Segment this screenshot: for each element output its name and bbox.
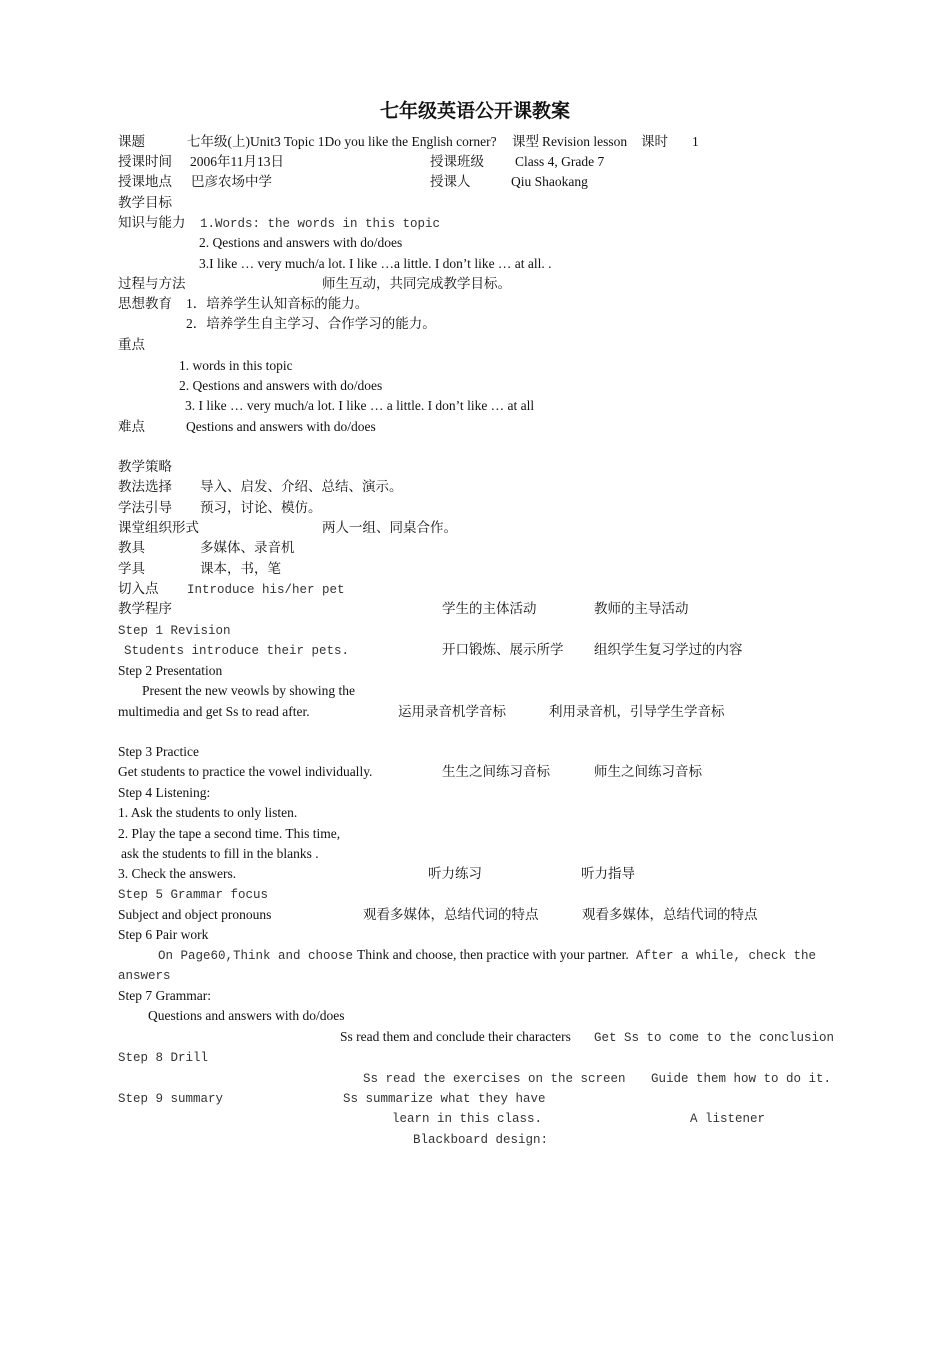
document-title: 七年级英语公开课教案 — [379, 101, 570, 122]
step-3-heading: Step 3 Practice — [118, 744, 199, 759]
teacher-activity-header: 教师的主导活动 — [594, 601, 689, 616]
learning-tools-value: 课本，书，笔 — [200, 561, 281, 576]
step-2-teacher: 利用录音机，引导学生学音标 — [549, 704, 725, 719]
process-label: 过程与方法 — [118, 276, 186, 291]
step-9-heading: Step 9 summary — [118, 1092, 224, 1106]
step-4-line-1: 1. Ask the students to only listen. — [118, 805, 298, 820]
step-4-line-4: 3. Check the answers. — [118, 866, 237, 881]
study-guide-value: 预习，讨论、模仿。 — [200, 500, 322, 515]
key-points-label: 重点 — [118, 337, 145, 352]
place-label: 授课地点 — [118, 174, 172, 189]
step-9-teacher: A listener — [690, 1112, 766, 1126]
step-5-teacher: 观看多媒体，总结代词的特点 — [582, 907, 758, 922]
topic-label: 课题 — [118, 134, 145, 149]
step-1-text: Students introduce their pets. — [124, 644, 350, 658]
step-7-text: Questions and answers with do/does — [148, 1008, 345, 1023]
teaching-aids-label: 教具 — [118, 540, 145, 555]
step-6-heading: Step 6 Pair work — [118, 927, 209, 942]
organization-value: 两人一组、同桌合作。 — [322, 520, 457, 535]
ideology-label: 思想教育 — [118, 296, 172, 311]
blackboard-design: Blackboard design: — [413, 1133, 549, 1147]
step-4-line-3: ask the students to fill in the blanks . — [121, 846, 319, 861]
procedure-heading: 教学程序 — [118, 601, 172, 616]
strategy-heading: 教学策略 — [118, 459, 172, 474]
step-2-line-1: Present the new veowls by showing the — [142, 683, 355, 698]
step-9-student-2: learn in this class. — [392, 1112, 543, 1126]
period-value: 1 — [692, 134, 699, 149]
step-6-page: On Page60,Think and choose — [158, 949, 354, 963]
ideology-line-1: 1．培养学生认知音标的能力。 — [186, 296, 369, 311]
knowledge-line-2: 2. Qestions and answers with do/does — [199, 235, 403, 250]
step-8-heading: Step 8 Drill — [118, 1051, 209, 1065]
difficulty-value: Qestions and answers with do/does — [186, 419, 376, 434]
step-8-teacher: Guide them how to do it. — [651, 1072, 832, 1086]
method-label: 教法选择 — [118, 479, 172, 494]
learning-tools-label: 学具 — [118, 561, 145, 576]
step-2-student: 运用录音机学音标 — [398, 704, 506, 719]
knowledge-label: 知识与能力 — [118, 215, 186, 230]
step-6-student: Think and choose, then practice with your partner. — [357, 947, 629, 962]
knowledge-line-1: 1.Words: the words in this topic — [200, 217, 441, 231]
step-5-text: Subject and object pronouns — [118, 907, 272, 922]
step-7-teacher: Get Ss to come to the conclusion — [594, 1031, 835, 1045]
step-9-student-1: Ss summarize what they have — [343, 1092, 546, 1106]
lesson-type-value: Revision lesson — [542, 134, 628, 149]
teacher-label: 授课人 — [430, 174, 471, 189]
ideology-line-2: 2．培养学生自主学习、合作学习的能力。 — [186, 316, 436, 331]
student-activity-header: 学生的主体活动 — [442, 601, 537, 616]
place-value: 巴彦农场中学 — [191, 174, 272, 189]
step-4-line-2: 2. Play the tape a second time. This time, — [118, 826, 341, 841]
step-7-heading: Step 7 Grammar: — [118, 988, 211, 1003]
step-6-teacher: After a while, check the — [636, 949, 817, 963]
step-3-student: 生生之间练习音标 — [442, 764, 550, 779]
entry-point-label: 切入点 — [118, 581, 159, 596]
difficulty-label: 难点 — [118, 419, 145, 434]
step-1-heading: Step 1 Revision — [118, 624, 231, 638]
goal-heading: 教学目标 — [118, 195, 172, 210]
step-3-text: Get students to practice the vowel individually. — [118, 764, 373, 779]
step-2-line-2: multimedia and get Ss to read after. — [118, 704, 310, 719]
step-4-student: 听力练习 — [428, 866, 482, 881]
process-value: 师生互动，共同完成教学目标。 — [322, 276, 511, 291]
lesson-type-label: 课型 — [512, 134, 539, 149]
key-point-1: 1. words in this topic — [179, 358, 293, 373]
step-5-student: 观看多媒体，总结代词的特点 — [363, 907, 539, 922]
step-1-teacher: 组织学生复习学过的内容 — [594, 642, 743, 657]
time-value: 2006年11月13日 — [190, 154, 284, 169]
entry-point-value: Introduce his/her pet — [187, 583, 345, 597]
step-3-teacher: 师生之间练习音标 — [594, 764, 702, 779]
key-point-3: 3. I like … very much/a lot. I like … a little. I don’t like … at all — [185, 398, 535, 413]
knowledge-line-3: 3.I like … very much/a lot. I like …a little. I don’t like … at all. . — [199, 256, 552, 271]
class-value: Class 4, Grade 7 — [515, 154, 605, 169]
topic-value: 七年级(上)Unit3 Topic 1Do you like the English corner? — [187, 134, 497, 149]
teaching-aids-value: 多媒体、录音机 — [200, 540, 295, 555]
study-guide-label: 学法引导 — [118, 500, 172, 515]
key-point-2: 2. Qestions and answers with do/does — [179, 378, 383, 393]
step-1-student: 开口锻炼、展示所学 — [442, 642, 564, 657]
organization-label: 课堂组织形式 — [118, 520, 199, 535]
step-4-heading: Step 4 Listening: — [118, 785, 211, 800]
step-7-student: Ss read them and conclude their characters — [340, 1029, 571, 1044]
teacher-value: Qiu Shaokang — [511, 174, 588, 189]
step-6-teacher-cont: answers — [118, 969, 171, 983]
period-label: 课时 — [641, 134, 668, 149]
step-5-heading: Step 5 Grammar focus — [118, 888, 269, 902]
step-4-teacher: 听力指导 — [581, 866, 635, 881]
time-label: 授课时间 — [118, 154, 172, 169]
step-8-student: Ss read the exercises on the screen — [363, 1072, 626, 1086]
method-value: 导入、启发、介绍、总结、演示。 — [200, 479, 403, 494]
class-label: 授课班级 — [430, 154, 484, 169]
step-2-heading: Step 2 Presentation — [118, 663, 223, 678]
